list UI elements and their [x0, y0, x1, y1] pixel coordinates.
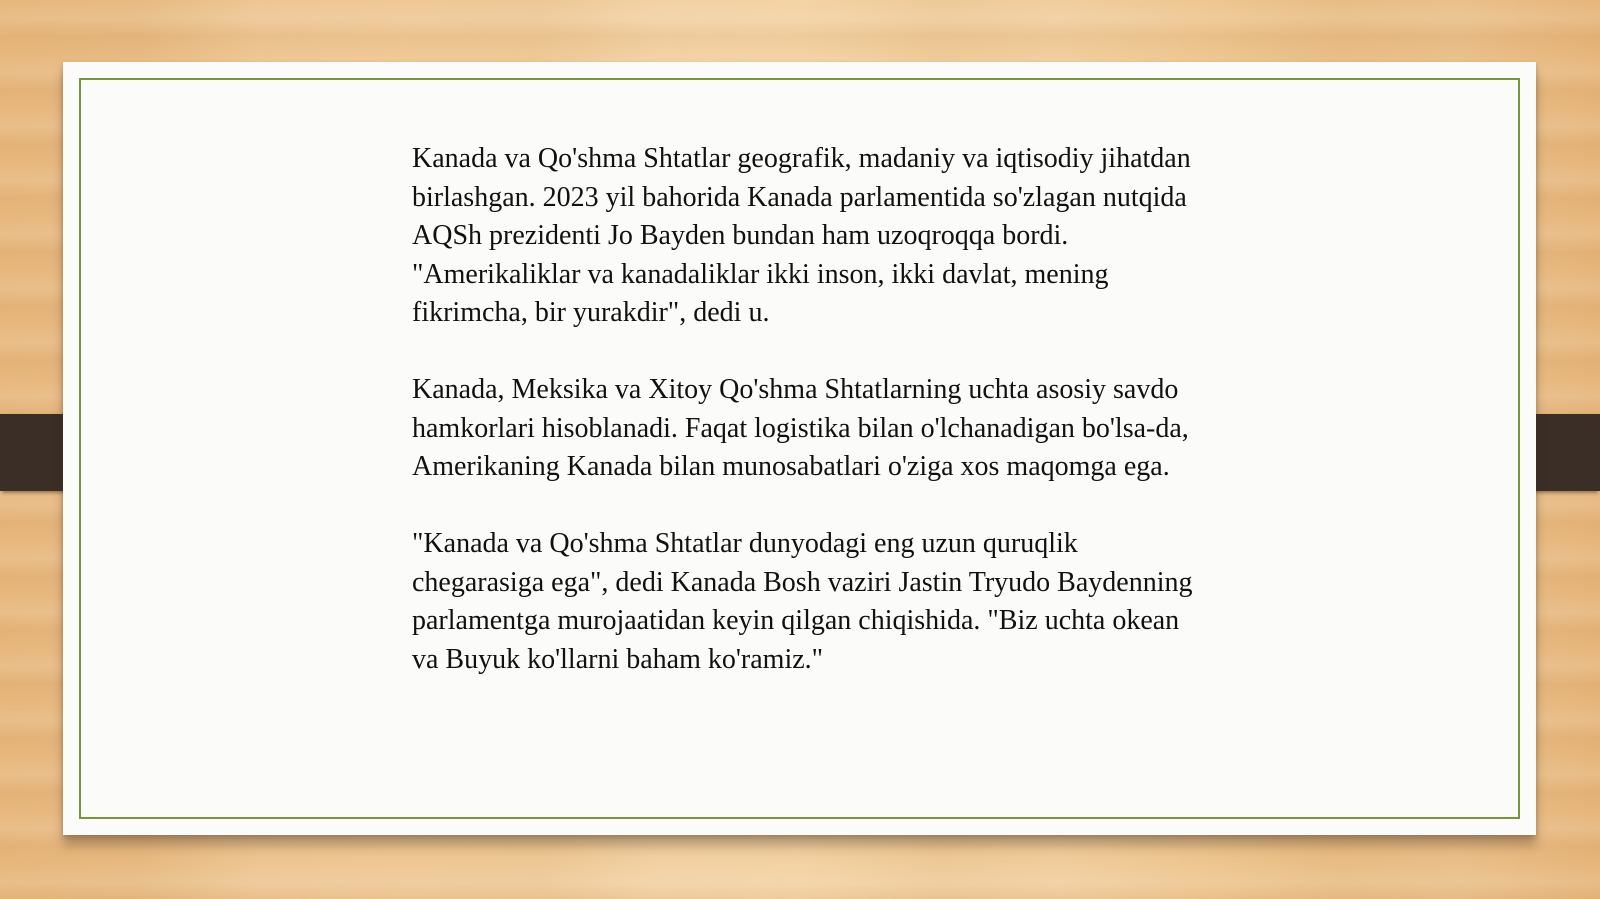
paragraph-3: "Kanada va Qo'shma Shtatlar dunyodagi eng uzun quruqlik chegarasiga ega", dedi Kanada Bosh vaziri Jastin Tryudo Baydenning parlamentga murojaatidan keyin qilgan chiqishida. "Biz uchta okean va Buyuk ko'llarni baham ko'ramiz." — [412, 528, 1193, 675]
slide-text-body — [412, 140, 1202, 718]
paragraph-1: Kanada va Qo'shma Shtatlar geografik, madaniy va iqtisodiy jihatdan birlashgan. 2023 yil bahorida Kanada parlamentida so'zlagan nutqida AQSh prezidenti Jo Bayden bundan ham uzoqroqqa bordi. "Amerikaliklar va kanadaliklar ikki inson, ikki davlat, mening fikrimcha, bir yurakdir", dedi u. — [412, 143, 1191, 328]
paragraph-2: Kanada, Meksika va Xitoy Qo'shma Shtatlarning uchta asosiy savdo hamkorlari hisoblanadi. Faqat logistika bilan o'lchanadigan bo'lsa-da, Amerikaning Kanada bilan munosabatlari o'ziga xos maqomga ega. — [412, 374, 1189, 482]
